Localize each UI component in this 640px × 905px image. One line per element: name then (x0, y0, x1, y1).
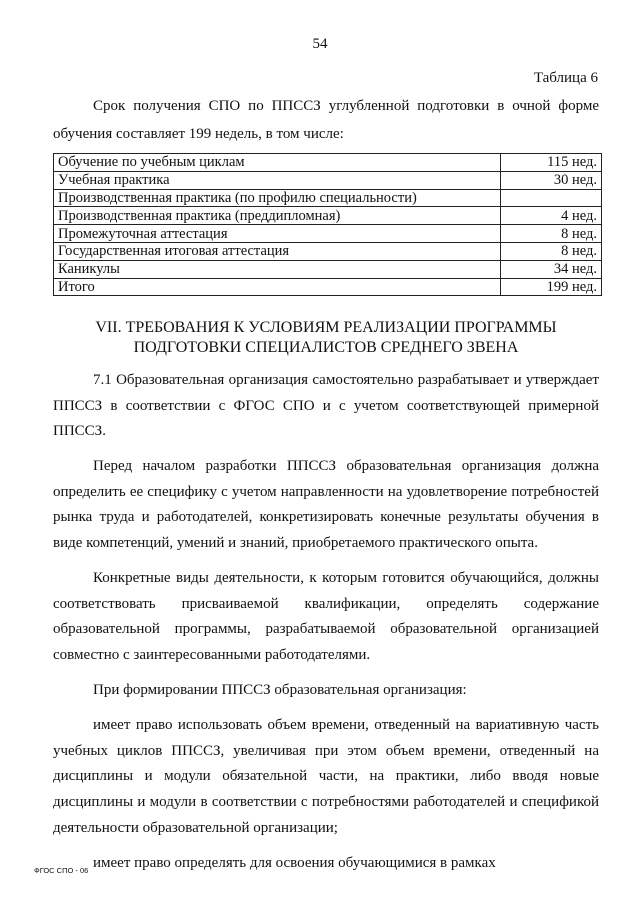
intro-text (53, 92, 599, 148)
table-cell-label: Обучение по учебным циклам (54, 154, 501, 172)
paragraph-5: имеет право использовать объем времени, отведенный на вариативную часть учебных циклов ППССЗ, увеличивая при этом объем времени, отведенный на дисциплины и модули обязательной части, на практики, либо вводя новые дисциплины и модули в соответствии с потребностями работодателей и спецификой деятельности образовательной организации; (53, 717, 599, 836)
paragraph-3: Конкретные виды деятельности, к которым готовится обучающийся, должны соответствовать присваиваемой квалификации, определять содержание образовательной программы, разрабатываемой образовательной организацией совместно с заинтересованными работодателями. (53, 570, 599, 663)
table-cell-label: Промежуточная аттестация (54, 225, 501, 243)
body-text (53, 368, 599, 886)
table-cell-value: 8 нед. (501, 225, 602, 243)
table-row (54, 154, 602, 172)
table-cell-label: Государственная итоговая аттестация (54, 242, 501, 260)
paragraph-4: При формировании ППССЗ образовательная организация: (93, 682, 467, 699)
intro-paragraph: Срок получения СПО по ППССЗ углубленной подготовки в очной форме обучения составляет 199 недель, в том числе: (53, 98, 599, 142)
table-cell-label: Каникулы (54, 260, 501, 278)
table-cell-label: Итого (54, 278, 501, 296)
table-row (54, 278, 602, 296)
table-cell-value: 34 нед. (501, 260, 602, 278)
table-label: Таблица 6 (533, 70, 598, 86)
table-row (54, 242, 602, 260)
paragraph-2: Перед началом разработки ППССЗ образовательная организация должна определить ее специфику с учетом направленности на удовлетворение потребностей рынка труда и работодателей, конкретизировать конечные результаты обучения в виде компетенций, умений и знаний, приобретаемого практического опыта. (53, 458, 599, 552)
footer-label: ФГОС СПО - 06 (34, 866, 89, 875)
table-row (54, 225, 602, 243)
table-cell-value: 115 нед. (501, 154, 602, 172)
table-cell-label: Учебная практика (54, 171, 501, 189)
table-cell-value: 8 нед. (501, 242, 602, 260)
section-heading: VII. ТРЕБОВАНИЯ К УСЛОВИЯМ РЕАЛИЗАЦИИ ПРОГРАММЫ ПОДГОТОВКИ СПЕЦИАЛИСТОВ СРЕДНЕГО ЗВЕНА (95, 319, 557, 356)
study-terms-table (53, 153, 602, 296)
table-row (54, 207, 602, 225)
table-cell-label: Производственная практика (преддипломная) (54, 207, 501, 225)
table-cell-value (501, 189, 602, 207)
table-row (54, 260, 602, 278)
table-row (54, 171, 602, 189)
paragraph-1: 7.1 Образовательная организация самостоятельно разрабатывает и утверждает ППССЗ в соответствии с ФГОС СПО и с учетом соответствующей примерной ППССЗ. (53, 372, 599, 440)
page-number: 54 (312, 36, 328, 52)
table-cell-value: 199 нед. (501, 278, 602, 296)
table-cell-value: 30 нед. (501, 171, 602, 189)
paragraph-6: имеет право определять для освоения обучающимися в рамках (93, 854, 496, 871)
table-row (54, 189, 602, 207)
table-cell-label: Производственная практика (по профилю специальности) (54, 189, 501, 207)
table-cell-value: 4 нед. (501, 207, 602, 225)
